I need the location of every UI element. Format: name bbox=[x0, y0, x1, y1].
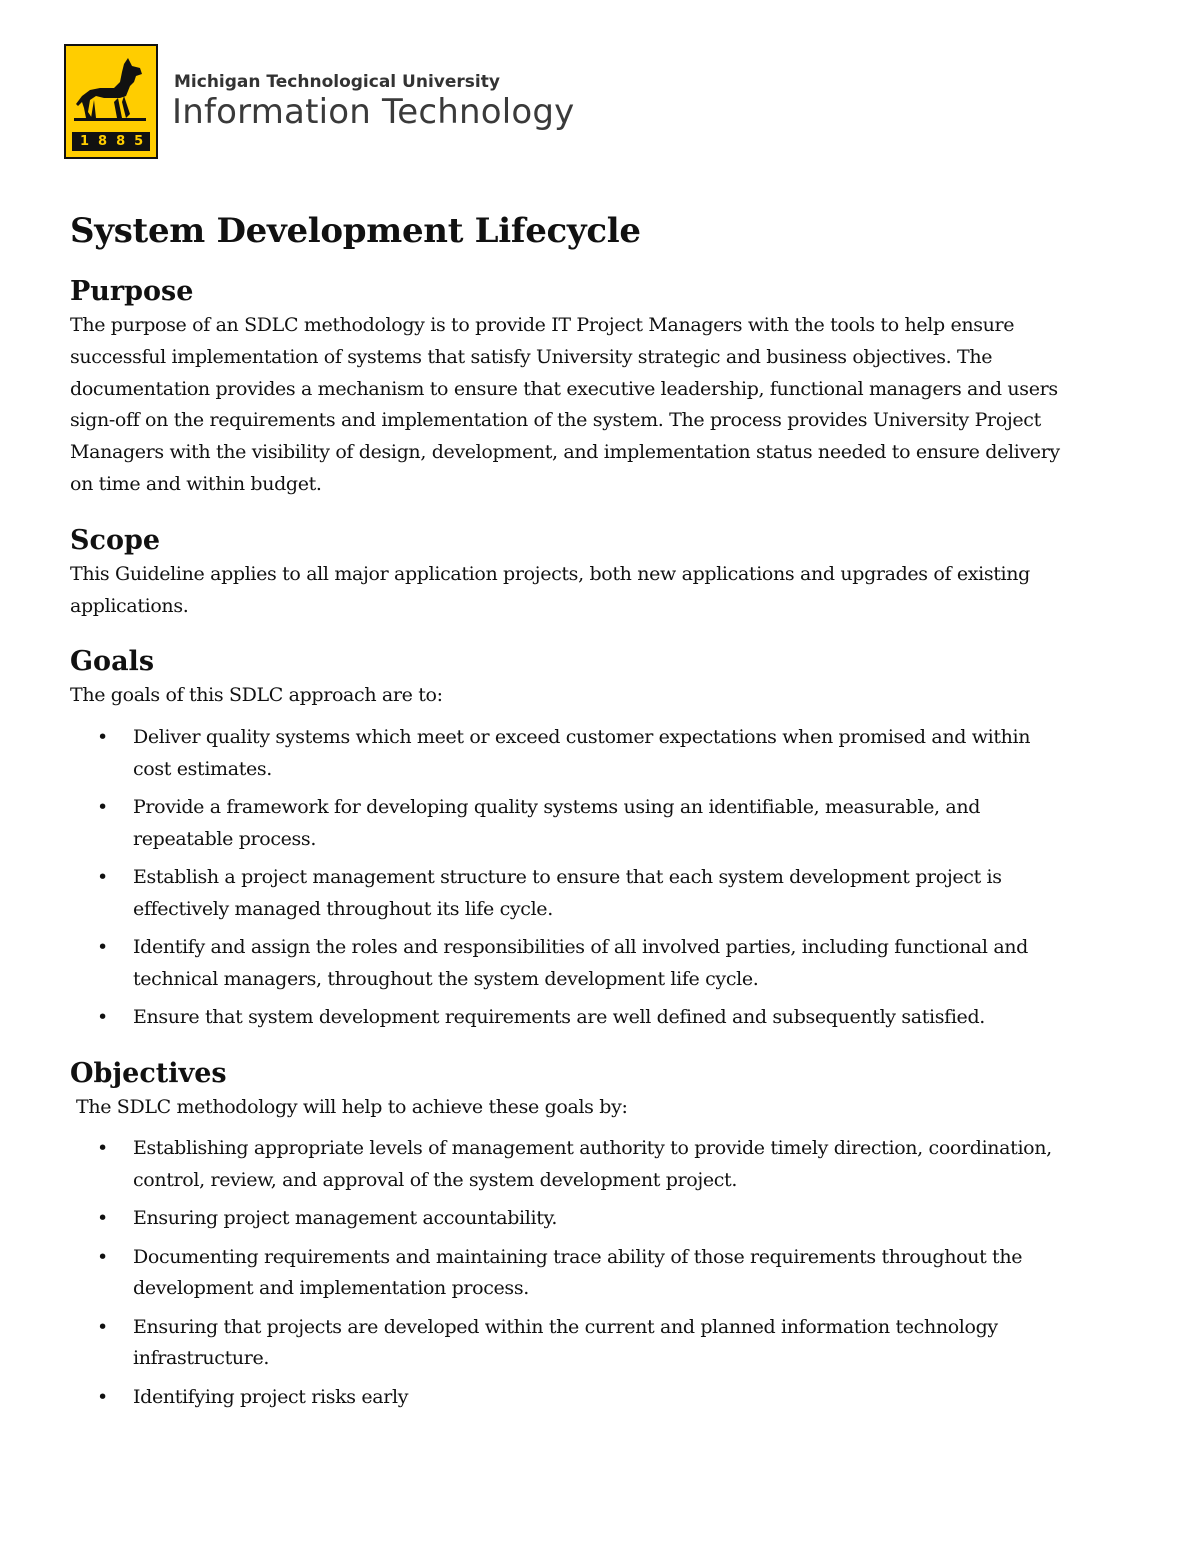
objectives-section bbox=[70, 1056, 1070, 1414]
list-item: • Establish a project management structure to ensure that each system development project is effectively managed throughout its life cycle. bbox=[70, 862, 1070, 925]
dept-name: Information Technology bbox=[172, 92, 575, 132]
goals-list bbox=[70, 722, 1070, 1034]
list-item: • Ensuring project management accountability. bbox=[70, 1203, 1070, 1235]
purpose-body: The purpose of an SDLC methodology is to provide IT Project Managers with the tools to help ensure successful implementation of systems that satisfy University strategic and business objectives. The documentation provides a mechanism to ensure that executive leadership, functional managers and users sign-off on the requirements and implementation of the system. The process provides University Project Managers with the visibility of design, development, and implementation status needed to ensure delivery on time and within budget. bbox=[70, 314, 1060, 495]
purpose-heading: Purpose bbox=[70, 276, 194, 307]
objectives-intro: The SDLC methodology will help to achieve these goals by: bbox=[76, 1095, 628, 1118]
org-name: Michigan Technological University bbox=[174, 72, 500, 92]
goals-heading: Goals bbox=[70, 646, 155, 678]
list-item: • Establishing appropriate levels of management authority to provide timely direction, coordination, control, review, and approval of the system development project. bbox=[70, 1133, 1070, 1196]
scope-heading: Scope bbox=[70, 524, 161, 556]
goals-intro: The goals of this SDLC approach are to: bbox=[70, 684, 443, 707]
page-header bbox=[64, 44, 664, 160]
list-item: • Deliver quality systems which meet or exceed customer expectations when promised and within cost estimates. bbox=[70, 722, 1070, 785]
purpose-section bbox=[70, 274, 1070, 501]
list-item: • Ensure that system development requirements are well defined and subsequently satisfied. bbox=[70, 1002, 1070, 1034]
list-item: • Identify and assign the roles and responsibilities of all involved parties, including functional and technical managers, throughout the system development life cycle. bbox=[70, 932, 1070, 995]
scope-section bbox=[70, 523, 1070, 623]
list-item: • Documenting requirements and maintaining trace ability of those requirements throughout the development and implementation process. bbox=[70, 1242, 1070, 1305]
university-logo bbox=[64, 44, 158, 159]
document-body bbox=[70, 208, 1070, 1420]
list-item: • Provide a framework for developing quality systems using an identifiable, measurable, and repeatable process. bbox=[70, 792, 1070, 855]
list-item: • Identifying project risks early bbox=[70, 1382, 1070, 1414]
scope-body: This Guideline applies to all major application projects, both new applications and upgrades of existing applications. bbox=[70, 562, 1030, 617]
list-item: • Ensuring that projects are developed within the current and planned information technology infrastructure. bbox=[70, 1312, 1070, 1375]
objectives-heading: Objectives bbox=[70, 1057, 227, 1089]
husky-icon bbox=[70, 52, 154, 132]
logo-year: 1885 bbox=[72, 132, 150, 151]
objectives-list bbox=[70, 1133, 1070, 1413]
page-title: System Development Lifecycle bbox=[70, 211, 641, 251]
goals-section bbox=[70, 644, 1070, 1033]
